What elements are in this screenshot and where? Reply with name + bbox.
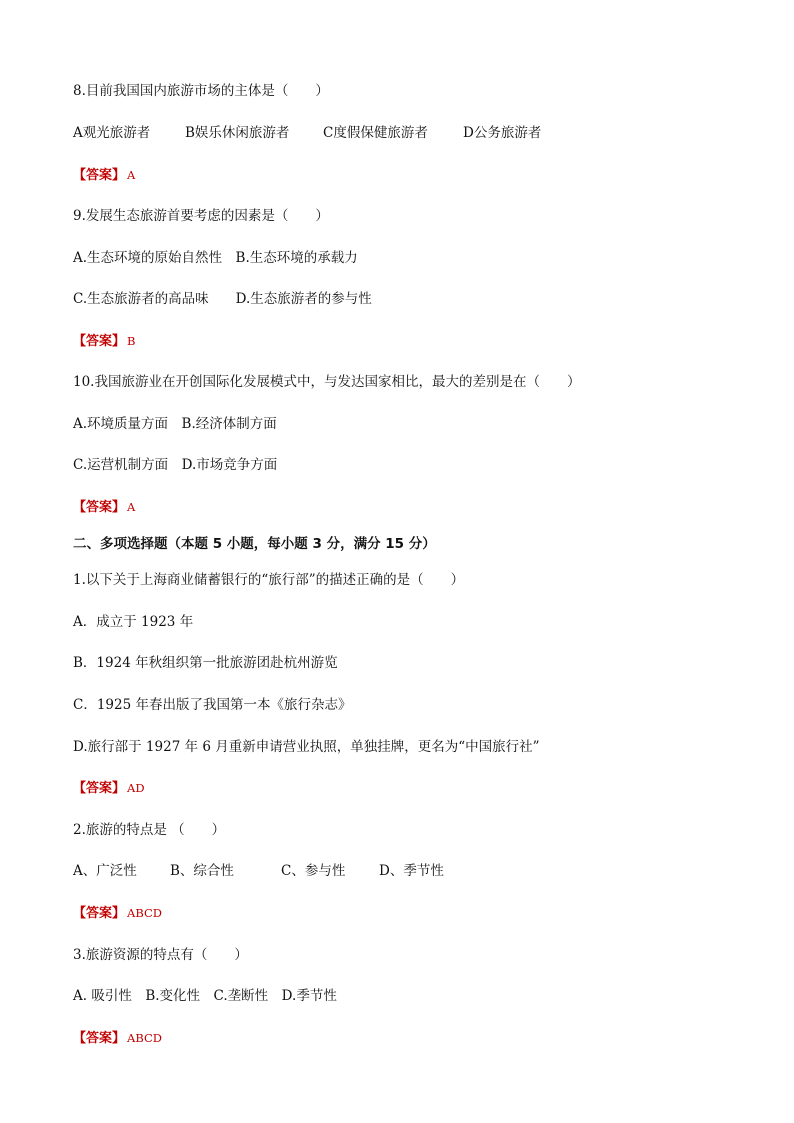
question-8-option-a: A观光旅游者 — [73, 125, 151, 141]
question-10-options-line-2: C.运营机制方面 D.市场竞争方面 — [73, 457, 278, 473]
multi-question-2-option-b: B、综合性 — [170, 863, 234, 879]
multi-question-2-option-a: A、广泛性 — [73, 863, 137, 879]
answer-label: 【答案】 — [73, 168, 126, 183]
multi-question-1-option-d: D.旅行部于 1927 年 6 月重新申请营业执照，单独挂牌，更名为“中国旅行社” — [73, 739, 540, 755]
multi-question-3-options: A. 吸引性 B.变化性 C.垄断性 D.季节性 — [73, 988, 337, 1004]
multi-question-1-option-a: A．成立于 1923 年 — [73, 614, 194, 630]
answer-value: A — [127, 500, 136, 514]
answer-label: 【答案】 — [73, 781, 126, 796]
multi-question-1-stem: 1.以下关于上海商业储蓄银行的“旅行部”的描述正确的是（ ） — [73, 572, 465, 588]
question-8-stem: 8.目前我国国内旅游市场的主体是（ ） — [73, 83, 329, 99]
multi-question-1-option-b: B．1924 年秋组织第一批旅游团赴杭州游览 — [73, 655, 338, 671]
multi-question-1-option-c: C．1925 年春出版了我国第一本《旅行杂志》 — [73, 697, 352, 713]
question-9-options-line-2: C.生态旅游者的高品味 D.生态旅游者的参与性 — [73, 291, 372, 307]
question-8-option-b: B娱乐休闲旅游者 — [185, 125, 290, 141]
question-10-answer — [73, 498, 135, 517]
multi-question-2-answer — [73, 904, 162, 923]
multi-question-2-stem: 2.旅游的特点是 （ ） — [73, 822, 226, 838]
answer-value: B — [127, 334, 136, 348]
multi-question-1-answer — [73, 779, 145, 798]
multi-question-2-option-c: C、参与性 — [281, 863, 346, 879]
question-8-option-c: C度假保健旅游者 — [323, 125, 428, 141]
answer-label: 【答案】 — [73, 334, 126, 349]
answer-value: A — [127, 168, 136, 182]
answer-label: 【答案】 — [73, 1031, 126, 1046]
question-10-options-line-1: A.环境质量方面 B.经济体制方面 — [73, 416, 277, 432]
answer-label: 【答案】 — [73, 500, 126, 515]
question-10-stem: 10.我国旅游业在开创国际化发展模式中，与发达国家相比，最大的差别是在（ ） — [73, 374, 581, 390]
question-9-answer — [73, 332, 135, 351]
answer-label: 【答案】 — [73, 906, 126, 921]
question-9-options-line-1: A.生态环境的原始自然性 B.生态环境的承载力 — [73, 250, 358, 266]
question-8-option-d: D公务旅游者 — [463, 125, 542, 141]
multi-question-3-stem: 3.旅游资源的特点有（ ） — [73, 947, 248, 963]
multi-question-2-option-d: D、季节性 — [379, 863, 444, 879]
section-heading-multiple-choice: 二、多项选择题（本题 5 小题，每小题 3 分，满分 15 分） — [73, 536, 436, 552]
question-9-stem: 9.发展生态旅游首要考虑的因素是（ ） — [73, 208, 329, 224]
multi-question-3-answer — [73, 1029, 162, 1048]
answer-value: AD — [127, 781, 145, 795]
answer-value: ABCD — [127, 1031, 163, 1045]
question-8-answer — [73, 166, 135, 185]
answer-value: ABCD — [127, 906, 163, 920]
